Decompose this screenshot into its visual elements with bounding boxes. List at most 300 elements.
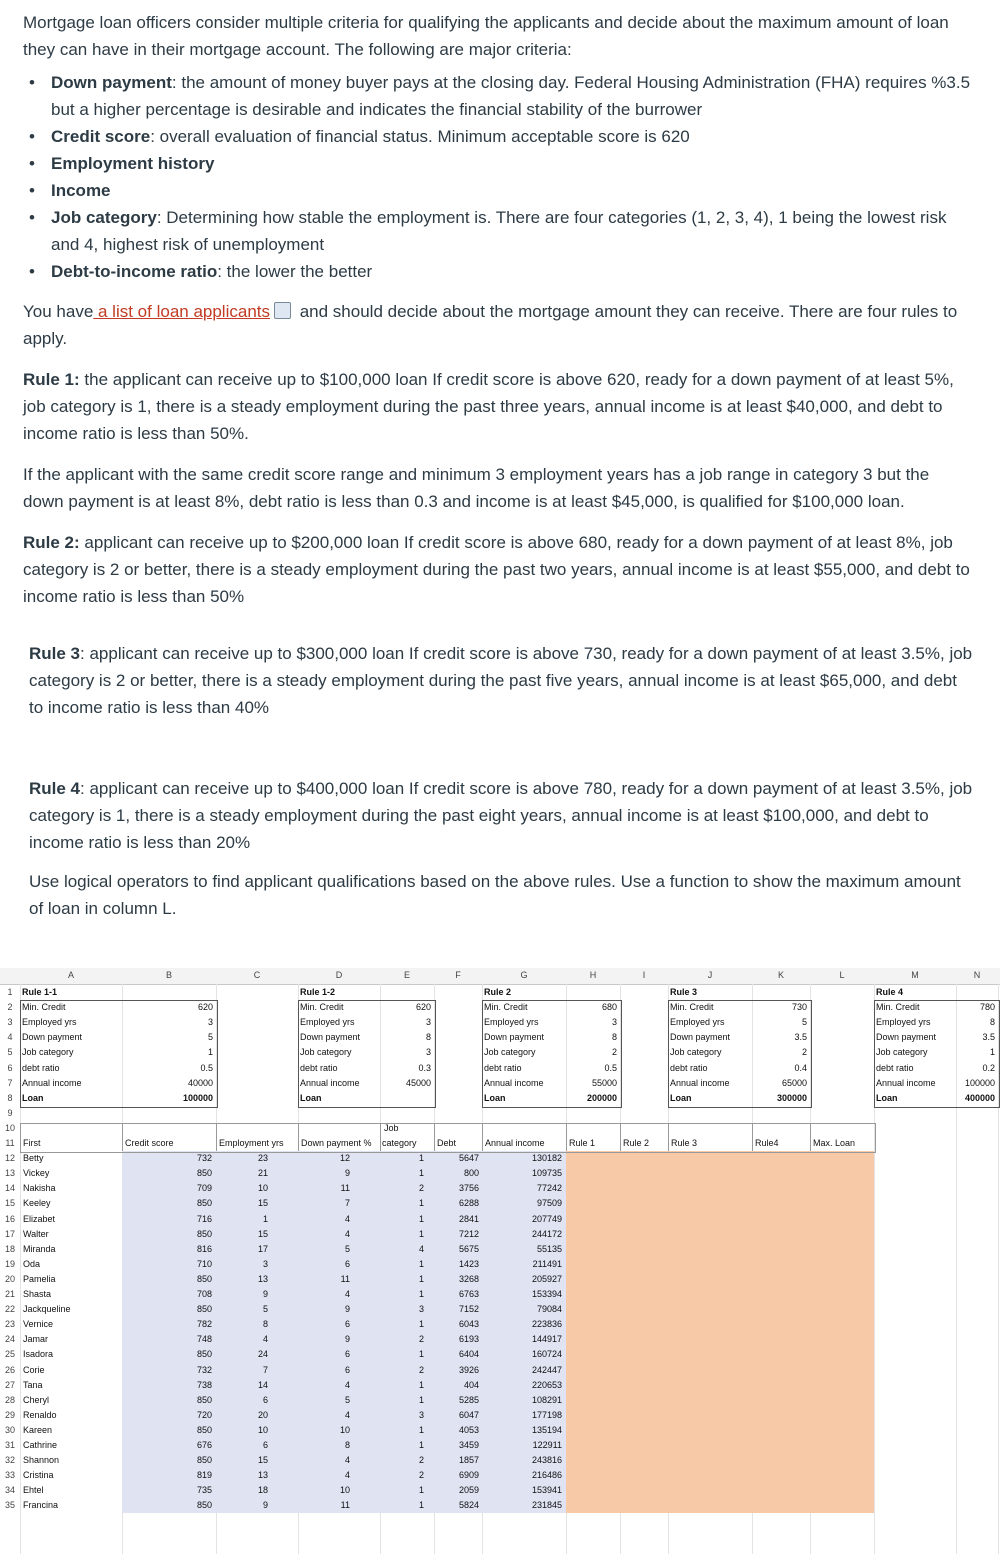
table-header: Rule4 bbox=[755, 1138, 779, 1148]
applicant-value[interactable]: 1 bbox=[418, 1273, 424, 1284]
applicant-value[interactable]: 850 bbox=[196, 1273, 212, 1284]
row-number[interactable]: 33 bbox=[4, 1470, 15, 1481]
applicant-value[interactable]: 6 bbox=[344, 1349, 350, 1360]
applicant-value[interactable]: 243816 bbox=[531, 1455, 562, 1466]
applicant-name[interactable]: Jackqueline bbox=[23, 1304, 71, 1315]
rule-criterion-value[interactable]: 1 bbox=[207, 1047, 213, 1058]
rule-criterion-label: Job category bbox=[876, 1047, 928, 1058]
applicant-value[interactable]: 850 bbox=[196, 1349, 212, 1360]
applicant-value[interactable]: 850 bbox=[196, 1500, 212, 1511]
applicant-value[interactable]: 6193 bbox=[458, 1334, 479, 1345]
applicant-value[interactable]: 12 bbox=[339, 1153, 350, 1164]
rule-criterion-value[interactable]: 200000 bbox=[586, 1092, 617, 1103]
rule-block-title: Rule 2 bbox=[484, 987, 512, 997]
applicant-value[interactable]: 6 bbox=[344, 1364, 350, 1375]
row-number[interactable]: 17 bbox=[4, 1228, 15, 1239]
applicant-value[interactable]: 160724 bbox=[531, 1349, 562, 1360]
criteria-list bbox=[23, 69, 973, 285]
row-number[interactable]: 6 bbox=[7, 1062, 13, 1073]
applicant-value[interactable]: 11 bbox=[340, 1273, 350, 1284]
applicant-value[interactable]: 3 bbox=[418, 1304, 424, 1315]
applicant-value[interactable]: 135194 bbox=[531, 1424, 562, 1435]
row-number[interactable]: 21 bbox=[4, 1289, 15, 1299]
applicant-value[interactable]: 1423 bbox=[458, 1258, 479, 1269]
applicant-value[interactable]: 2841 bbox=[458, 1213, 479, 1224]
rule-criterion-label: Loan bbox=[22, 1092, 44, 1103]
rule-3-text: : applicant can receive up to $300,000 loan If credit score is above 730, ready for a down payment of at least 3.5%, job category is 2 or better, there is a steady employment during the past five years, annual income is at least $65,000, and debt to income ratio is less than 40% bbox=[29, 644, 973, 717]
applicant-name[interactable]: Tana bbox=[23, 1379, 43, 1390]
table-header: Employment yrs bbox=[219, 1138, 284, 1148]
applicant-name[interactable]: Walter bbox=[23, 1228, 49, 1239]
applicant-value[interactable]: 20 bbox=[257, 1409, 268, 1420]
applicant-value[interactable]: 4 bbox=[344, 1213, 350, 1224]
rule-criterion-value[interactable]: 620 bbox=[415, 1002, 431, 1013]
rule-criterion-value[interactable]: 8 bbox=[611, 1032, 617, 1043]
applicant-name[interactable]: Renaldo bbox=[23, 1409, 57, 1420]
rule-criterion-label: Annual income bbox=[876, 1077, 936, 1088]
rule-criterion-value[interactable]: 5 bbox=[801, 1017, 807, 1028]
applicant-value[interactable]: 4053 bbox=[458, 1424, 479, 1435]
applicant-value[interactable]: 5824 bbox=[458, 1500, 479, 1511]
criteria-desc: : the lower the better bbox=[217, 262, 373, 281]
applicant-value[interactable]: 1 bbox=[418, 1289, 424, 1299]
row-number[interactable]: 13 bbox=[4, 1168, 15, 1179]
header-separator bbox=[298, 1123, 299, 1151]
applicants-link[interactable]: a list of loan applicants bbox=[93, 302, 270, 321]
applicant-value[interactable]: 1 bbox=[418, 1500, 424, 1511]
applicant-value[interactable]: 9 bbox=[344, 1168, 350, 1179]
rule-criterion-value[interactable]: 100000 bbox=[964, 1077, 995, 1088]
column-header[interactable]: N bbox=[973, 970, 981, 980]
rule-block-title: Rule 3 bbox=[670, 987, 698, 997]
column-header[interactable]: H bbox=[589, 970, 597, 980]
criteria-item bbox=[23, 177, 973, 204]
column-header[interactable]: J bbox=[707, 970, 713, 980]
rule-criterion-value[interactable]: 45000 bbox=[405, 1077, 431, 1088]
column-header[interactable]: G bbox=[520, 970, 528, 980]
applicant-value[interactable]: 404 bbox=[463, 1379, 479, 1390]
rule-criterion-value[interactable]: 3 bbox=[425, 1047, 431, 1058]
rule-criterion-value[interactable]: 3 bbox=[611, 1017, 617, 1028]
applicant-value[interactable]: 782 bbox=[196, 1319, 212, 1330]
row-number[interactable]: 18 bbox=[4, 1243, 15, 1254]
applicant-name[interactable]: Corie bbox=[23, 1364, 45, 1375]
applicant-value[interactable]: 6 bbox=[344, 1319, 350, 1330]
applicant-value[interactable]: 850 bbox=[196, 1394, 212, 1405]
row-number[interactable]: 16 bbox=[4, 1213, 15, 1224]
criteria-term: Credit score bbox=[51, 127, 151, 146]
rule-1-label: Rule 1: bbox=[23, 370, 80, 389]
applicant-name[interactable]: Jamar bbox=[23, 1334, 49, 1345]
applicant-value[interactable]: 15 bbox=[257, 1228, 268, 1239]
rule-criterion-value[interactable]: 0.5 bbox=[604, 1062, 617, 1073]
applicant-value[interactable]: 5675 bbox=[458, 1243, 479, 1254]
applicant-value[interactable]: 4 bbox=[344, 1379, 350, 1390]
applicant-value[interactable]: 1 bbox=[418, 1394, 424, 1405]
column-header[interactable]: I bbox=[642, 970, 646, 980]
applicant-value[interactable]: 8 bbox=[344, 1440, 350, 1450]
applicant-value[interactable]: 6909 bbox=[458, 1470, 479, 1481]
applicant-value[interactable]: 5 bbox=[344, 1243, 350, 1254]
applicant-value[interactable]: 6047 bbox=[458, 1409, 479, 1420]
criteria-term: Down payment bbox=[51, 73, 172, 92]
applicant-name[interactable]: Cristina bbox=[23, 1470, 54, 1481]
applicant-value[interactable]: 3 bbox=[262, 1258, 268, 1269]
applicant-value[interactable]: 4 bbox=[344, 1409, 350, 1420]
rule-criterion-value[interactable]: 0.4 bbox=[794, 1062, 807, 1073]
applicant-value[interactable]: 10 bbox=[257, 1183, 268, 1194]
rule-criterion-value[interactable]: 3.5 bbox=[794, 1032, 807, 1043]
rule-criterion-label: Down payment bbox=[670, 1032, 731, 1043]
applicant-value[interactable]: 205927 bbox=[531, 1273, 562, 1284]
row-number[interactable]: 31 bbox=[4, 1440, 15, 1450]
rule-criterion-value[interactable]: 55000 bbox=[591, 1077, 617, 1088]
applicant-name[interactable]: Cheryl bbox=[23, 1394, 50, 1405]
applicant-value[interactable]: 1 bbox=[418, 1198, 424, 1209]
applicant-value[interactable]: 850 bbox=[196, 1168, 212, 1179]
applicant-value[interactable]: 10 bbox=[257, 1424, 268, 1435]
rule-1-paragraph bbox=[23, 366, 973, 447]
row-number[interactable]: 34 bbox=[4, 1485, 15, 1496]
rule-criterion-value[interactable]: 620 bbox=[197, 1002, 213, 1013]
applicant-name[interactable]: Betty bbox=[23, 1153, 44, 1164]
applicant-value[interactable]: 9 bbox=[262, 1289, 268, 1299]
rule-criterion-value[interactable]: 65000 bbox=[781, 1077, 807, 1088]
applicant-value[interactable]: 819 bbox=[196, 1470, 212, 1481]
applicant-value[interactable]: 5647 bbox=[458, 1153, 479, 1164]
row-number[interactable]: 3 bbox=[7, 1017, 13, 1028]
applicant-value[interactable]: 177198 bbox=[531, 1409, 562, 1420]
table-header: category bbox=[382, 1138, 417, 1148]
row-number[interactable]: 28 bbox=[4, 1394, 15, 1405]
applicant-value[interactable]: 21 bbox=[257, 1168, 268, 1179]
row-number[interactable]: 19 bbox=[4, 1258, 15, 1269]
applicant-value[interactable]: 1 bbox=[418, 1440, 424, 1450]
applicant-value[interactable]: 231845 bbox=[531, 1500, 562, 1511]
applicant-value[interactable]: 5 bbox=[262, 1304, 268, 1315]
applicant-value[interactable]: 1 bbox=[418, 1258, 424, 1269]
applicant-value[interactable]: 10 bbox=[339, 1424, 350, 1435]
applicant-value[interactable]: 816 bbox=[196, 1243, 212, 1254]
applicant-value[interactable]: 9 bbox=[344, 1304, 350, 1315]
applicant-value[interactable]: 6 bbox=[344, 1258, 350, 1269]
row-number[interactable]: 20 bbox=[4, 1273, 15, 1284]
row-number[interactable]: 29 bbox=[4, 1409, 15, 1420]
row-number[interactable]: 1 bbox=[7, 987, 13, 997]
rule-criterion-value[interactable]: 3 bbox=[425, 1017, 431, 1028]
rule-criterion-value[interactable]: 100000 bbox=[182, 1092, 213, 1103]
rule-block-title: Rule 1-2 bbox=[300, 987, 336, 997]
applicant-name[interactable]: Nakisha bbox=[23, 1183, 56, 1194]
applicant-value[interactable]: 8 bbox=[262, 1319, 268, 1330]
row-number[interactable]: 5 bbox=[7, 1047, 13, 1058]
applicant-value[interactable]: 4 bbox=[262, 1334, 268, 1345]
rule-2-label: Rule 2: bbox=[23, 533, 80, 552]
applicant-value[interactable]: 850 bbox=[196, 1424, 212, 1435]
applicant-value[interactable]: 122911 bbox=[532, 1440, 562, 1450]
applicant-value[interactable]: 4 bbox=[344, 1455, 350, 1466]
document-icon[interactable] bbox=[274, 302, 291, 319]
rule-criterion-value[interactable]: 5 bbox=[207, 1032, 213, 1043]
applicant-name[interactable]: Keeley bbox=[23, 1198, 51, 1209]
rule-criterion-value[interactable]: 3 bbox=[207, 1017, 213, 1028]
header-separator bbox=[482, 1123, 483, 1151]
applicant-value[interactable]: 748 bbox=[196, 1334, 212, 1345]
applicant-value[interactable]: 1 bbox=[418, 1228, 424, 1239]
rule-criterion-value[interactable]: 2 bbox=[611, 1047, 617, 1058]
criteria-desc: : the amount of money buyer pays at the closing day. Federal Housing Administration (FHA) requires %3.5 but a higher percentage is desirable and indicates the financial stability of the burrower bbox=[51, 73, 971, 119]
applicant-value[interactable]: 732 bbox=[196, 1364, 212, 1375]
column-header[interactable]: A bbox=[67, 970, 74, 980]
rule-criterion-value[interactable]: 0.5 bbox=[200, 1062, 213, 1073]
applicant-value[interactable]: 3926 bbox=[458, 1364, 479, 1375]
applicant-value[interactable]: 10 bbox=[339, 1485, 350, 1496]
applicant-name[interactable]: Elizabet bbox=[23, 1213, 56, 1224]
applicant-value[interactable]: 4 bbox=[418, 1243, 424, 1254]
applicant-value[interactable]: 709 bbox=[196, 1183, 212, 1194]
applicant-value[interactable]: 6763 bbox=[458, 1289, 479, 1299]
rule-criterion-value[interactable]: 400000 bbox=[964, 1092, 995, 1103]
header-box bbox=[20, 1123, 876, 1153]
applicant-value[interactable]: 79084 bbox=[536, 1304, 562, 1315]
applicant-value[interactable]: 1 bbox=[418, 1424, 424, 1435]
row-number[interactable]: 35 bbox=[4, 1500, 15, 1511]
applicant-value[interactable]: 216486 bbox=[531, 1470, 562, 1481]
applicant-name[interactable]: Vernice bbox=[23, 1319, 54, 1330]
applicant-value[interactable]: 4 bbox=[344, 1289, 350, 1299]
task-pre: You have bbox=[23, 302, 94, 321]
assignment-text bbox=[23, 0, 973, 922]
header-separator bbox=[434, 1123, 435, 1151]
header-separator bbox=[122, 1123, 123, 1151]
applicant-value[interactable]: 207749 bbox=[531, 1213, 562, 1224]
applicant-value[interactable]: 708 bbox=[196, 1289, 212, 1299]
applicant-value[interactable]: 130182 bbox=[531, 1153, 562, 1164]
rule-criterion-label: Employed yrs bbox=[876, 1017, 931, 1028]
column-header[interactable]: M bbox=[911, 970, 919, 980]
applicant-value[interactable]: 1 bbox=[418, 1349, 424, 1360]
rule-criterion-label: Job category bbox=[300, 1047, 352, 1058]
applicant-value[interactable]: 710 bbox=[196, 1258, 212, 1269]
applicant-value[interactable]: 720 bbox=[196, 1409, 212, 1420]
applicant-value[interactable]: 17 bbox=[257, 1243, 268, 1254]
column-header[interactable]: L bbox=[839, 970, 845, 980]
applicant-value[interactable]: 23 bbox=[257, 1153, 268, 1164]
row-number[interactable]: 26 bbox=[4, 1364, 15, 1375]
column-header[interactable]: F bbox=[455, 970, 461, 980]
rule-criterion-label: debt ratio bbox=[484, 1062, 522, 1073]
rule-criterion-value[interactable]: 0.3 bbox=[418, 1062, 431, 1073]
rule-criterion-label: Min. Credit bbox=[484, 1002, 528, 1013]
applicant-value[interactable]: 6043 bbox=[458, 1319, 479, 1330]
applicant-value[interactable]: 5285 bbox=[458, 1394, 479, 1405]
applicant-value[interactable]: 18 bbox=[257, 1485, 268, 1496]
applicant-name[interactable]: Oda bbox=[23, 1258, 41, 1269]
rule-criterion-value[interactable]: 680 bbox=[601, 1002, 617, 1013]
column-header[interactable]: C bbox=[253, 970, 261, 980]
applicant-value[interactable]: 1 bbox=[418, 1168, 424, 1179]
applicant-value[interactable]: 223836 bbox=[531, 1319, 562, 1330]
rule-criterion-value[interactable]: 2 bbox=[801, 1047, 807, 1058]
applicant-value[interactable]: 14 bbox=[257, 1379, 268, 1390]
applicant-name[interactable]: Francina bbox=[23, 1500, 59, 1511]
applicant-value[interactable]: 153941 bbox=[531, 1485, 562, 1496]
rule-criterion-value[interactable]: 8 bbox=[989, 1017, 995, 1028]
applicant-value[interactable]: 244172 bbox=[531, 1228, 562, 1239]
spreadsheet[interactable] bbox=[0, 968, 1000, 1554]
rule-criterion-value[interactable]: 1 bbox=[989, 1047, 995, 1058]
applicant-value[interactable]: 6 bbox=[262, 1394, 268, 1405]
row-number[interactable]: 30 bbox=[4, 1424, 15, 1435]
applicant-value[interactable]: 108291 bbox=[531, 1394, 562, 1405]
applicant-value[interactable]: 850 bbox=[196, 1304, 212, 1315]
applicant-value[interactable]: 735 bbox=[196, 1485, 212, 1496]
applicant-value[interactable]: 6288 bbox=[458, 1198, 479, 1209]
applicant-value[interactable]: 3756 bbox=[458, 1183, 479, 1194]
applicant-value[interactable]: 850 bbox=[196, 1198, 212, 1209]
applicant-value[interactable]: 11 bbox=[340, 1500, 350, 1511]
applicant-value[interactable]: 9 bbox=[344, 1334, 350, 1345]
applicant-value[interactable]: 850 bbox=[196, 1228, 212, 1239]
applicant-value[interactable]: 211491 bbox=[532, 1258, 562, 1269]
applicant-value[interactable]: 6 bbox=[262, 1440, 268, 1450]
applicant-value[interactable]: 2059 bbox=[458, 1485, 479, 1496]
applicant-value[interactable]: 7212 bbox=[458, 1228, 479, 1239]
row-number[interactable]: 15 bbox=[4, 1198, 15, 1209]
applicant-value[interactable]: 6404 bbox=[458, 1349, 479, 1360]
row-number[interactable]: 24 bbox=[4, 1334, 15, 1345]
rule-criterion-label: Min. Credit bbox=[300, 1002, 344, 1013]
applicant-value[interactable]: 3268 bbox=[458, 1273, 479, 1284]
applicant-value[interactable]: 2 bbox=[418, 1364, 424, 1375]
rule-criterion-value[interactable]: 40000 bbox=[187, 1077, 213, 1088]
applicant-value[interactable]: 3 bbox=[418, 1409, 424, 1420]
applicant-name[interactable]: Shasta bbox=[23, 1289, 52, 1299]
column-header[interactable]: K bbox=[777, 970, 784, 980]
applicant-value[interactable]: 850 bbox=[196, 1455, 212, 1466]
rule-criterion-value[interactable]: 300000 bbox=[776, 1092, 807, 1103]
applicant-value[interactable]: 738 bbox=[196, 1379, 212, 1390]
header-separator bbox=[216, 1123, 217, 1151]
applicant-value[interactable]: 732 bbox=[196, 1153, 212, 1164]
row-number[interactable]: 12 bbox=[4, 1153, 15, 1164]
applicant-value[interactable]: 7152 bbox=[458, 1304, 479, 1315]
row-number[interactable]: 23 bbox=[4, 1319, 15, 1330]
applicant-value[interactable]: 716 bbox=[196, 1213, 212, 1224]
row-number[interactable]: 9 bbox=[7, 1107, 13, 1118]
row-number[interactable]: 32 bbox=[4, 1455, 15, 1466]
applicant-value[interactable]: 2 bbox=[418, 1470, 424, 1481]
row-number[interactable]: 7 bbox=[7, 1077, 13, 1088]
applicant-value[interactable]: 1 bbox=[418, 1379, 424, 1390]
column-header[interactable]: E bbox=[403, 970, 410, 980]
applicant-value[interactable]: 15 bbox=[257, 1455, 268, 1466]
rule-criterion-label: Min. Credit bbox=[22, 1002, 66, 1013]
applicant-value[interactable]: 7 bbox=[262, 1364, 268, 1375]
applicant-value[interactable]: 4 bbox=[344, 1228, 350, 1239]
rule-criterion-value[interactable]: 0.2 bbox=[982, 1062, 995, 1073]
rule-criterion-label: Down payment bbox=[300, 1032, 361, 1043]
applicant-name[interactable]: Vickey bbox=[23, 1168, 50, 1179]
applicant-name[interactable]: Isadora bbox=[23, 1349, 54, 1360]
applicant-value[interactable]: 153394 bbox=[531, 1289, 562, 1299]
applicant-value[interactable]: 55135 bbox=[536, 1243, 562, 1254]
row-number[interactable]: 22 bbox=[4, 1304, 15, 1315]
applicant-value[interactable]: 3459 bbox=[458, 1440, 479, 1450]
applicant-name[interactable]: Kareen bbox=[23, 1424, 53, 1435]
applicant-value[interactable]: 1857 bbox=[458, 1455, 479, 1466]
row-number[interactable]: 8 bbox=[7, 1092, 13, 1103]
applicant-value[interactable]: 144917 bbox=[531, 1334, 562, 1345]
applicant-name[interactable]: Cathrine bbox=[23, 1440, 58, 1450]
row-number[interactable]: 25 bbox=[4, 1349, 15, 1360]
rule-block-title: Rule 4 bbox=[876, 987, 904, 997]
applicant-value[interactable]: 1 bbox=[418, 1485, 424, 1496]
criteria-term: Employment history bbox=[51, 154, 215, 173]
applicant-value[interactable]: 1 bbox=[262, 1213, 268, 1224]
applicant-value[interactable]: 24 bbox=[257, 1349, 268, 1360]
applicant-value[interactable]: 1 bbox=[418, 1213, 424, 1224]
applicant-value[interactable]: 13 bbox=[257, 1273, 268, 1284]
applicant-value[interactable]: 1 bbox=[418, 1319, 424, 1330]
applicant-value[interactable]: 109735 bbox=[531, 1168, 562, 1179]
applicant-value[interactable]: 11 bbox=[340, 1183, 350, 1194]
row-number[interactable]: 10 bbox=[4, 1122, 15, 1133]
applicant-value[interactable]: 77242 bbox=[536, 1183, 562, 1194]
applicant-value[interactable]: 7 bbox=[344, 1198, 350, 1209]
rule-criterion-label: debt ratio bbox=[670, 1062, 708, 1073]
row-number[interactable]: 2 bbox=[7, 1002, 13, 1013]
rule-criterion-value[interactable]: 780 bbox=[979, 1002, 995, 1013]
header-separator bbox=[752, 1123, 753, 1151]
applicant-value[interactable]: 220653 bbox=[531, 1379, 562, 1390]
applicant-value[interactable]: 676 bbox=[196, 1440, 212, 1450]
applicant-value[interactable]: 4 bbox=[344, 1470, 350, 1481]
applicant-value[interactable]: 97509 bbox=[536, 1198, 562, 1209]
row-number[interactable]: 11 bbox=[5, 1138, 15, 1148]
row-number[interactable]: 14 bbox=[4, 1183, 15, 1194]
criteria-item bbox=[23, 204, 973, 258]
rule-criterion-value[interactable]: 8 bbox=[425, 1032, 431, 1043]
applicant-value[interactable]: 800 bbox=[463, 1168, 479, 1179]
rule-criterion-value[interactable]: 3.5 bbox=[982, 1032, 995, 1043]
applicant-value[interactable]: 15 bbox=[257, 1198, 268, 1209]
column-header[interactable]: D bbox=[335, 970, 343, 980]
row-number[interactable]: 27 bbox=[4, 1379, 15, 1390]
applicant-name[interactable]: Ehtel bbox=[23, 1485, 44, 1496]
applicant-value[interactable]: 1 bbox=[418, 1153, 424, 1164]
criteria-desc: : overall evaluation of financial status. Minimum acceptable score is 620 bbox=[150, 127, 690, 146]
applicant-name[interactable]: Pamelia bbox=[23, 1273, 56, 1284]
applicant-value[interactable]: 2 bbox=[418, 1455, 424, 1466]
applicant-value[interactable]: 242447 bbox=[531, 1364, 562, 1375]
applicant-value[interactable]: 5 bbox=[344, 1394, 350, 1405]
rule-criterion-label: Annual income bbox=[300, 1077, 360, 1088]
applicant-value[interactable]: 9 bbox=[262, 1500, 268, 1511]
applicant-value[interactable]: 2 bbox=[418, 1183, 424, 1194]
rule-criterion-label: Down payment bbox=[22, 1032, 83, 1043]
rule-criterion-value[interactable]: 730 bbox=[791, 1002, 807, 1013]
row-number[interactable]: 4 bbox=[7, 1032, 13, 1043]
applicant-name[interactable]: Shannon bbox=[23, 1455, 60, 1466]
applicant-name[interactable]: Miranda bbox=[23, 1243, 56, 1254]
criteria-term: Income bbox=[51, 181, 111, 200]
rule-criterion-label: Down payment bbox=[876, 1032, 937, 1043]
column-header[interactable]: B bbox=[165, 970, 172, 980]
applicant-value[interactable]: 13 bbox=[257, 1470, 268, 1481]
rule-criterion-value[interactable] bbox=[380, 1091, 431, 1106]
applicant-value[interactable]: 2 bbox=[418, 1334, 424, 1345]
